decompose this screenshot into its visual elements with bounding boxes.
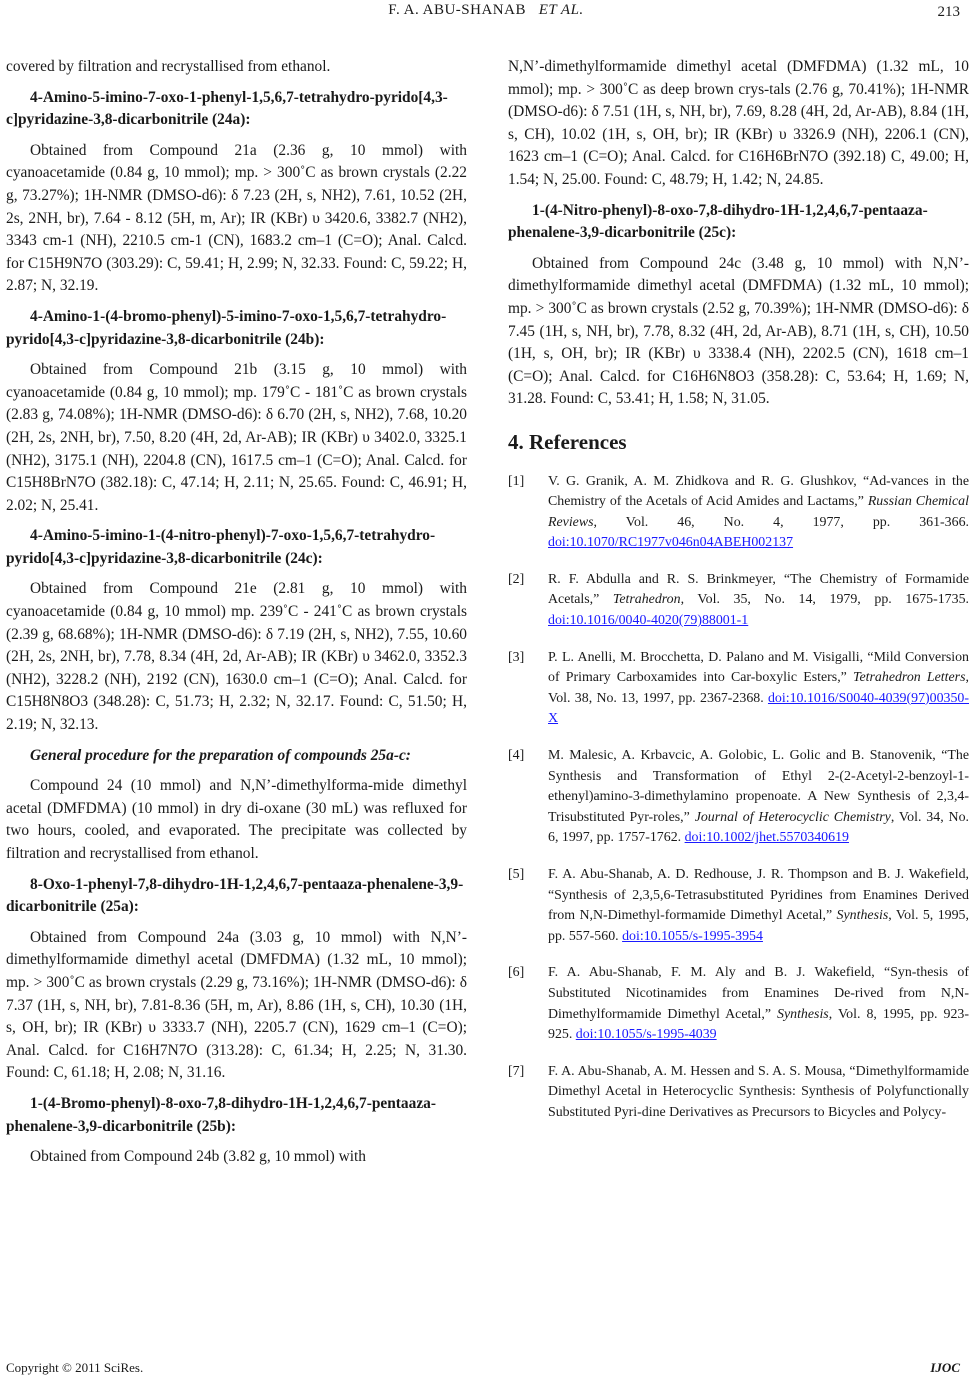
doi-link[interactable]: doi:10.1002/jhet.5570340619 [684,830,849,846]
copyright-notice: Copyright © 2011 SciRes. [6,1360,144,1375]
references-heading: 4. References [508,429,627,454]
reference-number: [6] [508,965,525,981]
general-procedure-heading: General procedure for the preparation of compounds 25a-c: [30,746,411,764]
reference-text: M. Malesic, A. Krbavcic, A. Golobic, L. Golic and B. Stanovenik, “The Synthesis and Transformation of Ethyl 2-(2-Acetyl-2-benzoyl-1-ethenyl)amino-3-dimethylamino propenoate. A New Synthesis of 2,3,4-Trisubstituted Pyr-roles,” [548,748,969,825]
compound-body-24b: Obtained from Compound 21b (3.15 g, 10 mmol) with cyanoacetamide (0.84 g, 10 mmol); mp. 179˚C - 181˚C as brown crystals (2.83 g, 74.08%); 1H-NMR (DMSO-d6): δ 6.70 (2H, s, NH2), 7.68, 10.20 (2H, 2s, 2NH, br), 7.50, 8.20 (4H, 2d, Ar-AB); IR (KBr) υ 3402.0, 3325.1 (NH2), 3175.1 (NH), 2204.8 (CN), 1617.5 cm–1 (C=O); Anal. Calcd. for C15H8BrN7O (382.18): C, 47.14; H, 2.11; N, 25.65. Found: C, 46.91; H, 2.02; N, 25.41. [6,361,467,514]
compound-body-24c: Obtained from Compound 21e (2.81 g, 10 mmol) with cyanoacetamide (0.84 g, 10 mmol) mp. 239˚C - 241˚C as brown crystals (2.39 g, 68.68%); 1H-NMR (DMSO-d6): δ 7.19 (2H, s, NH2), 7.55, 10.60 (2H, 2s, 2NH, br), 7.78, 8.34 (4H, 2d, Ar-AB); IR (KBr) υ 3462.0, 3352.3 (NH2), 3228.2 (NH), 2192 (CN), 1630.0 cm–1 (C=O); Anal. Calcd. for C15H8N8O3 (348.28): C, 51.73; H, 2.32; N, 32.17. Found: C, 51.50; H, 2.19; N, 32.13. [6,580,467,734]
doi-link[interactable]: doi:10.1070/RC1977v046n04ABEH002137 [548,535,794,551]
reference-number: [1] [508,473,525,489]
compound-body-25a: Obtained from Compound 24a (3.03 g, 10 mmol) with N,N’-dimethylformamide dimethyl acetal (DMFDMA) (1.32 mL, 10 mmol); mp. > 300˚C as brown crystals (2.29 g, 73.16%); 1H-NMR (DMSO-d6): δ 7.37 (1H, s, NH, br), 7.81-8.36 (5H, m, Ar), 8.86 (1H, s, CH), 10.30 (1H, s, OH, br); IR (KBr) υ 3333.7 (NH), 2205.7 (CN), 1629 cm–1 (C=O); Anal. Calcd. for C16H7N7O (313.28): C, 61.34; H, 2.25; N, 31.30. Found: C, 61.18; H, 2.08; N, 31.16. [6,928,467,1082]
reference-text: F. A. Abu-Shanab, A. D. Redhouse, J. R. Thompson and B. J. Wakefield, “Synthesis of 2,3,5,6-Tetrasubstituted Pyridines from Enamines Derived from N,N-Dimethyl-formamide Dimethyl Acetal,” [548,867,969,924]
paragraph-intro: covered by filtration and recrystallised from ethanol. [6,58,331,75]
reference-details: , Vol. 38, No. 13, 1997, pp. 2367-2368. [548,670,969,706]
reference-number: [7] [508,1063,525,1079]
compound-title-24a: 4-Amino-5-imino-7-oxo-1-phenyl-1,5,6,7-tetrahydro-pyrido[4,3-c]pyridazine-3,8-dicarbonitrile (24a): [6,88,448,129]
reference-item [508,1062,969,1124]
reference-number: [5] [508,867,525,882]
doi-link[interactable]: doi:10.1016/S0040-4039(97)00350-X [548,690,969,727]
compound-body-25b: Obtained from Compound 24b (3.82 g, 10 mmol) with [30,1148,367,1166]
journal-abbrev: IJOC [930,1360,960,1375]
reference-journal: Journal of Heterocyclic Chemistry [694,809,891,825]
reference-item [508,648,969,730]
reference-item [508,963,969,1045]
reference-text: V. G. Granik, A. M. Zhidkova and R. G. Glushkov, “Ad-vances in the Chemistry of the Acetals of Acid Amides and Lactams,” [548,473,969,510]
reference-journal: Russian Chemical Reviews [548,494,969,530]
reference-text: F. A. Abu-Shanab, A. M. Hessen and S. A. S. Mousa, “Dimethylformamide Dimethyl Acetal in Heterocyclic Synthesis: Synthesis of Polyfunctionally Substituted Pyri-dine Derivatives as Precursors to Bicycles and Polycy- [548,1063,969,1120]
running-title [0,2,972,19]
reference-details: , Vol. 46, No. 4, 1977, pp. 361-366. [593,514,969,530]
compound-body-24a: Obtained from Compound 21a (2.36 g, 10 mmol) with cyanoacetamide (0.84 g, 10 mmol); mp. > 300˚C as brown crystals (2.22 g, 73.27%); 1H-NMR (DMSO-d6): δ 7.23 (2H, s, NH2), 7.61, 10.52 (2H, 2s, 2NH, br), 7.64 - 8.12 (5H, m, Ar); IR (KBr) υ 3420.6, 3382.7 (NH2), 3343 cm-1 (NH), 2210.5 cm-1 (CN), 1683.2 cm–1 (C=O); Anal. Calcd. for C15H9N7O (303.29): C, 59.41; H, 2.99; N, 32.33. Found: C, 59.22; H, 2.87; N, 32.19. [6,141,467,295]
reference-text: F. A. Abu-Shanab, F. M. Aly and B. J. Wakefield, “Syn-thesis of Substituted Nicotinamides from Enamines De-rived from N,N-Dimethylformamide Dimethyl Acetal,” [548,965,969,1022]
compound-title-24b: 4-Amino-1-(4-bromo-phenyl)-5-imino-7-oxo-1,5,6,7-tetrahydro-pyrido[4,3-c]pyridazine-3,8-dicarbonitrile (24b): [6,307,447,348]
reference-item [508,865,969,947]
general-procedure-body: Compound 24 (10 mmol) and N,N’-dimethylforma-mide dimethyl acetal (DMFDMA) (10 mmol) in dry di-oxane (30 mL) was refluxed for two hours, cooled, and evaporated. The precipitate was collected by filtration and recrystallised from ethanol. [6,777,467,862]
compound-title-25c: 1-(4-Nitro-phenyl)-8-oxo-7,8-dihydro-1H-1,2,4,6,7-pentaaza-phenalene-3,9-dicarbonitrile (25c): [508,201,928,242]
reference-text: R. F. Abdulla and R. S. Brinkmeyer, “The Chemistry of Formamide Acetals,” [548,571,969,608]
page-footer [0,1360,972,1382]
reference-item [508,472,969,554]
reference-number: [3] [508,649,525,665]
right-column [508,56,969,1140]
reference-journal: Synthesis [777,1006,829,1022]
reference-details: , Vol. 8, 1995, pp. 923-925. [548,1006,969,1043]
header-author: F. A. ABU-SHANAB [388,2,526,18]
running-header [0,0,972,36]
compound-title-24c: 4-Amino-5-imino-1-(4-nitro-phenyl)-7-oxo-1,5,6,7-tetrahydro-pyrido[4,3-c]pyridazine-3,8-dicarbonitrile (24c): [6,527,436,567]
doi-link[interactable]: doi:10.1016/0040-4020(79)88001-1 [548,613,749,629]
reference-details: , Vol. 35, No. 14, 1979, pp. 1675-1735. [680,592,969,608]
compound-body-25c: Obtained from Compound 24c (3.48 g, 10 mmol) with N,N’-dimethylformamide dimethyl acetal (DMFDMA) (1.32 mL, 10 mmol); mp. > 300˚C as brown crystals (2.52 g, 70.39%); 1H-NMR (DMSO-d6): δ 7.45 (1H, s, NH, br), 7.78, 8.32 (4H, 2d, Ar-AB), 8.71 (1H, s, CH), 10.50 (1H, s, OH, br); IR (KBr) υ 3338.4 (NH), 2202.5 (CN), 1618 cm–1 (C=O); Anal. Calcd. for C16H6N8O3 (358.28): C, 53.64; H, 1.69; N, 31.28. Found: C, 53.41; H, 1.58; N, 31.05. [508,254,969,408]
reference-journal: Tetrahedron [612,592,681,608]
compound-body-25b-continued: N,N’-dimethylformamide dimethyl acetal (DMFDMA) (1.32 mL, 10 mmol); mp. > 300˚C as deep brown crys-tals (2.76 g, 70.41%); 1H-NMR (DMSO-d6): δ 7.51 (1H, s, NH, br), 7.69, 8.28 (4H, 2d, Ar-AB), 8.84 (1H, s, CH), 10.02 (1H, s, OH, br); IR (KBr) υ 3326.9 (NH), 2206.1 (CN), 1623 cm–1 (C=O); Anal. Calcd. for C16H6BrN7O (392.18) C, 49.00; H, 1.54; N, 25.00. Found: C, 48.79; H, 1.42; N, 24.85. [508,58,969,188]
reference-item [508,746,969,849]
doi-link[interactable]: doi:10.1055/s-1995-3954 [622,928,763,944]
reference-item [508,570,969,632]
reference-list [508,472,969,1124]
reference-text: P. L. Anelli, M. Brocchetta, D. Palano and M. Visigalli, “Mild Conversion of Primary Carboxamides into Car-boxylic Esters,” [548,649,969,686]
header-etal: ET AL. [538,2,584,18]
reference-details: , Vol. 34, No. 6, 1997, pp. 1757-1762. [548,809,969,846]
page-number: 213 [937,4,960,20]
reference-number: [2] [508,571,525,587]
reference-details: , Vol. 5, 1995, pp. 557-560. [548,908,969,944]
reference-journal: Synthesis [836,908,889,924]
reference-number: [4] [508,748,525,764]
reference-journal: Tetrahedron Letters [853,670,966,686]
left-column [6,56,467,1177]
compound-title-25a: 8-Oxo-1-phenyl-7,8-dihydro-1H-1,2,4,6,7-pentaaza-phenalene-3,9-dicarbonitrile (25a): [6,875,464,916]
doi-link[interactable]: doi:10.1055/s-1995-4039 [575,1027,717,1043]
compound-title-25b: 1-(4-Bromo-phenyl)-8-oxo-7,8-dihydro-1H-1,2,4,6,7-pentaaza-phenalene-3,9-dicarbonitrile (25b): [6,1094,436,1135]
